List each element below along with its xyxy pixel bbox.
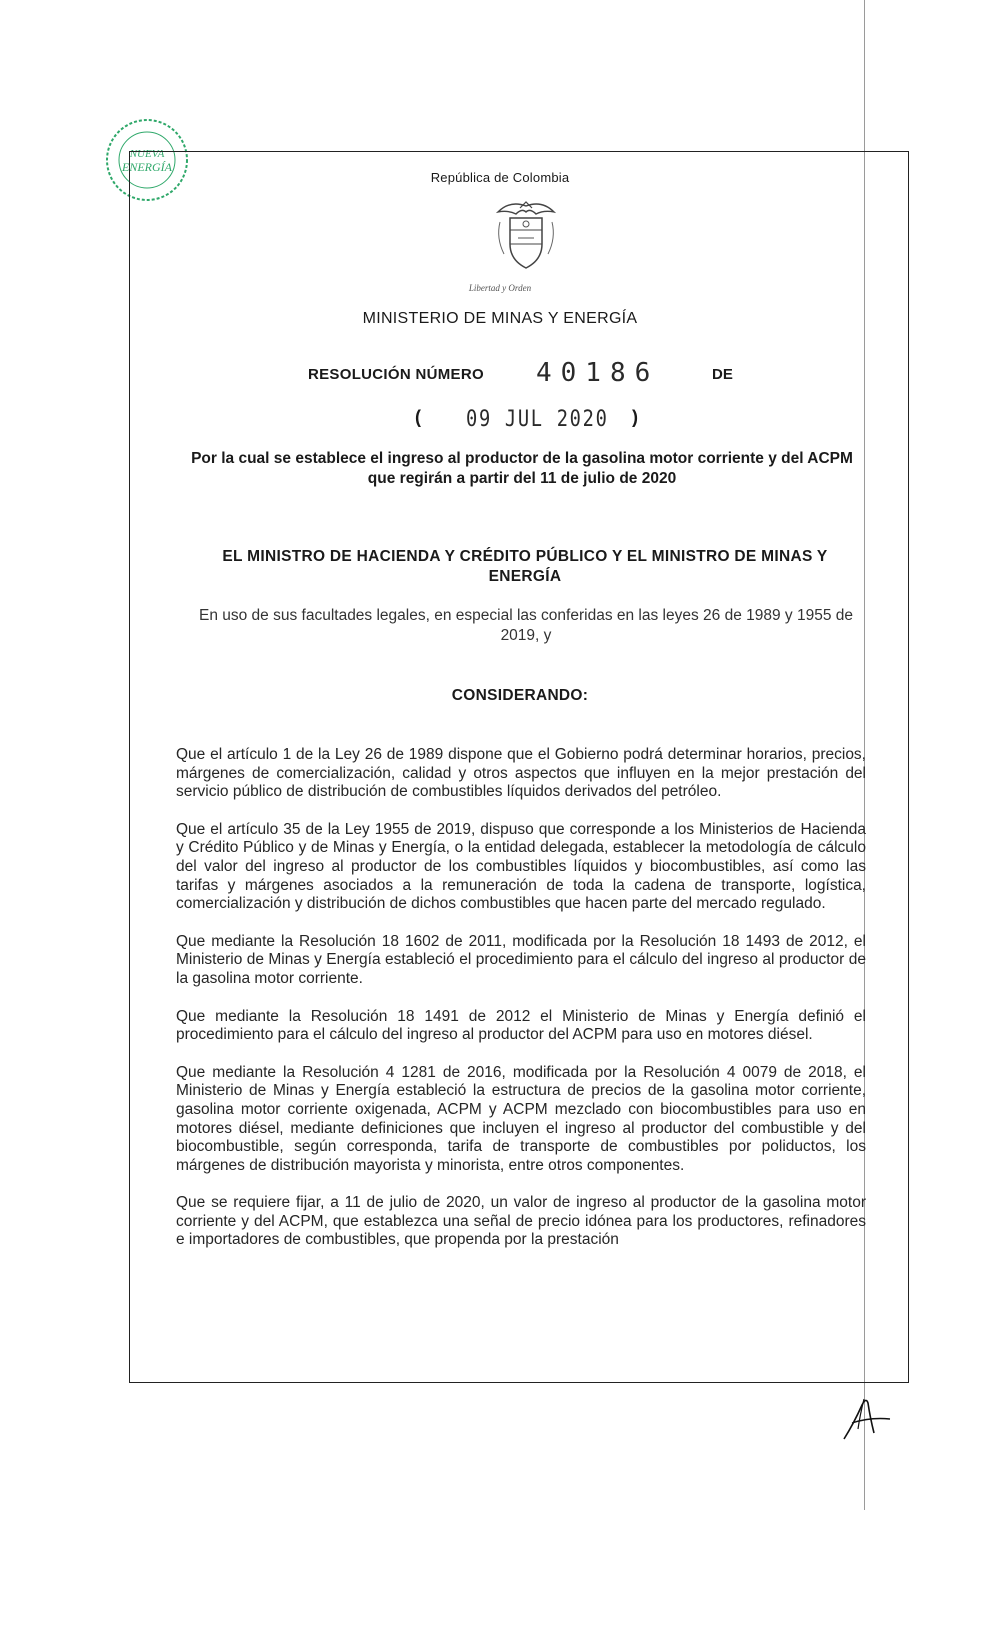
paragraph: Que mediante la Resolución 4 1281 de 2016, modificada por la Resolución 4 0079 de 2018, el Ministerio de Minas y Energía estableció la estructura de precios de la gasolina motor corriente, gasolina motor corriente oxigenada, ACPM y ACPM mezclado con biocombustibles para uso en motores diésel, mediante definiciones que incluyen el ingreso al productor del combustible y del biocombustible, según corresponda, tarifa de transporte de combustibles por poliductos, los márgenes de distribución mayorista y minorista, entre otros componentes. — [176, 1063, 866, 1174]
de-label: DE — [712, 366, 733, 383]
resolution-line — [0, 358, 1000, 392]
paragraph: Que se requiere fijar, a 11 de julio de 2020, un valor de ingreso al productor de la gasolina motor corriente y del ACPM, que establezca una señal de precio idónea para los productores, refinadores e importadores de combustibles, que propenda por la prestación — [176, 1194, 866, 1249]
resolution-label: RESOLUCIÓN NÚMERO — [308, 366, 484, 383]
paragraph: Que mediante la Resolución 18 1491 de 2012 el Ministerio de Minas y Energía definió el procedimiento para el cálculo del ingreso al productor del ACPM para uso en motores diésel. — [176, 1007, 866, 1044]
svg-text:ENERGÍA: ENERGÍA — [122, 160, 172, 174]
date-close-paren: ) — [632, 407, 638, 427]
country-heading: República de Colombia — [430, 170, 570, 185]
paragraph: Que mediante la Resolución 18 1602 de 2011, modificada por la Resolución 18 1493 de 2012, el Ministerio de Minas y Energía estableció el procedimiento para el cálculo del ingreso al productor de la gasolina motor corriente. — [176, 932, 866, 987]
resolution-number: 40186 — [536, 358, 660, 388]
date-open-paren: ( — [415, 407, 421, 427]
resolution-subject: Por la cual se establece el ingreso al productor de la gasolina motor corriente y del ACPM que regirán a partir del 11 de julio de 2020 — [191, 450, 853, 487]
date-line — [0, 405, 1000, 439]
ministry-heading: MINISTERIO DE MINAS Y ENERGÍA — [362, 310, 638, 327]
paragraph: Que el artículo 35 de la Ley 1955 de 2019, dispuso que corresponde a los Ministerios de Hacienda y Crédito Público y de Minas y Energía, o la entidad delegada, establecer la metodología de cálculo del valor del ingreso al productor de los combustibles líquidos y biocombustibles, así como las tarifas y márgenes asociados a la remuneración de toda la cadena de transporte, logística, comercialización y distribución de dichos combustibles que hacen parte del mercado regulado. — [176, 820, 866, 913]
considerando-paragraphs — [176, 746, 866, 1269]
handwritten-initials-icon — [840, 1393, 896, 1443]
motto-text: Libertad y Orden — [468, 283, 532, 293]
svg-text:NUEVA: NUEVA — [129, 148, 165, 160]
authority-heading: EL MINISTRO DE HACIENDA Y CRÉDITO PÚBLICO Y EL MINISTRO DE MINAS Y ENERGÍA — [222, 548, 828, 585]
legal-powers-text: En uso de sus facultades legales, en especial las conferidas en las leyes 26 de 1989 y 1955 de 2019, y — [198, 607, 854, 644]
coat-of-arms-icon — [490, 198, 562, 276]
resolution-date: 09 JUL 2020 — [466, 407, 609, 432]
considerando-heading: CONSIDERANDO: — [451, 687, 589, 704]
paragraph: Que el artículo 1 de la Ley 26 de 1989 dispone que el Gobierno podrá determinar horarios, precios, márgenes de comercialización, calidad y otros aspectos que influyen en la mejor prestación del servicio público de distribución de combustibles líquidos derivados del petróleo. — [176, 746, 866, 801]
